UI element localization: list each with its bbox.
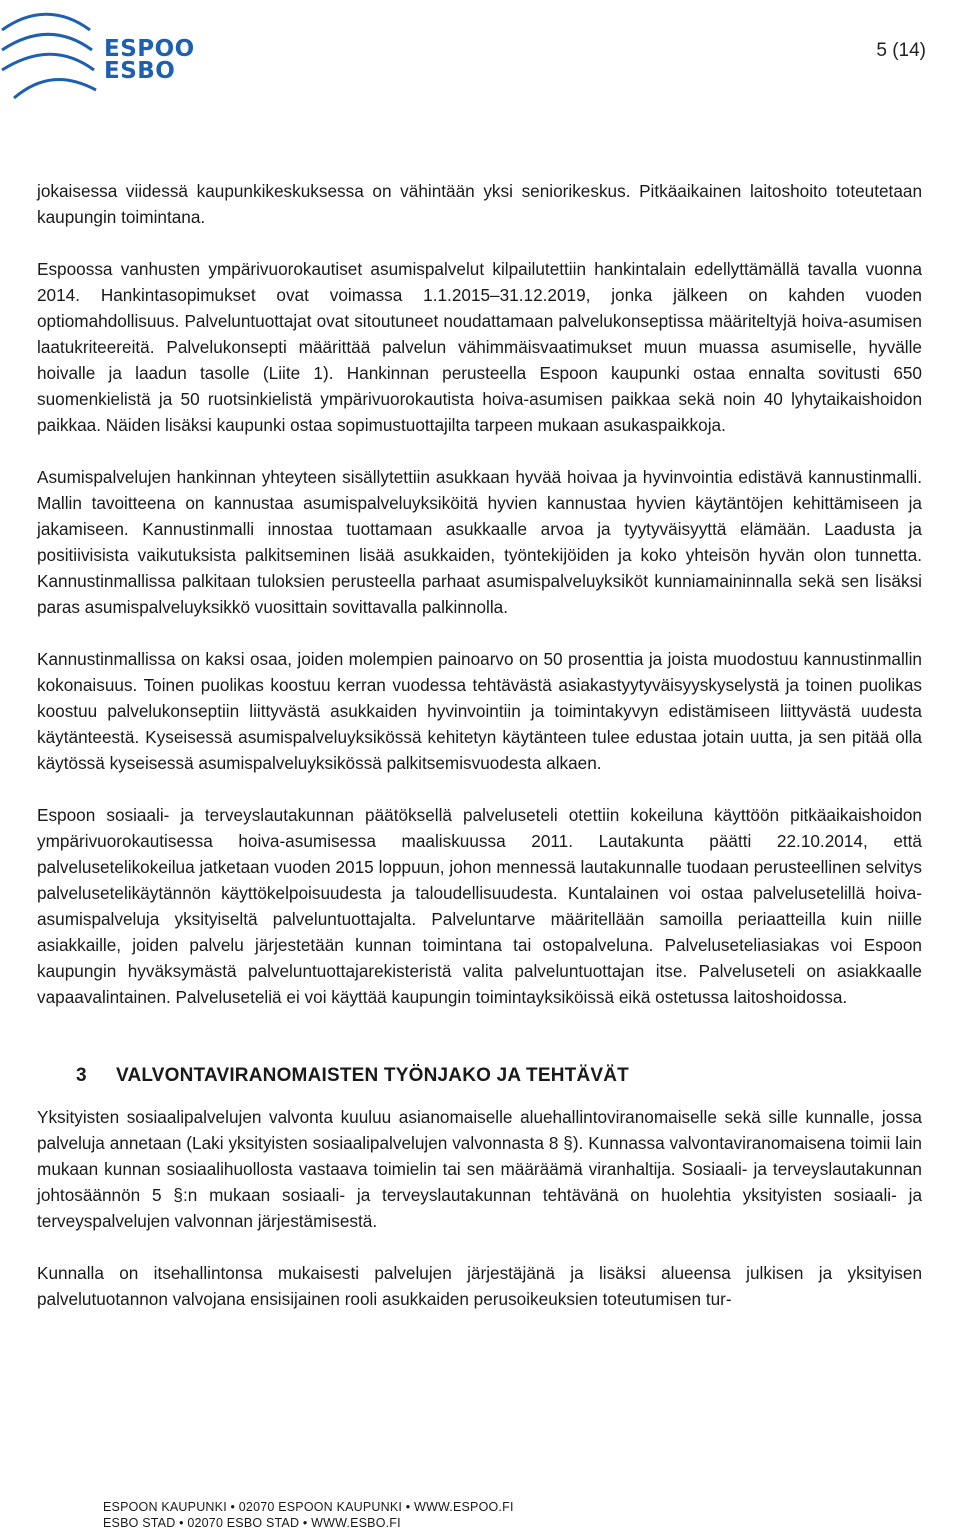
- footer-line: ESPOON KAUPUNKI • 02070 ESPOON KAUPUNKI • WWW.ESPOO.FI: [103, 1500, 514, 1514]
- document-body: [37, 178, 922, 1312]
- footer-line: ESBO STAD • 02070 ESBO STAD • WWW.ESBO.FI: [103, 1516, 401, 1530]
- page-footer: [103, 1499, 514, 1531]
- section-heading: [76, 1054, 922, 1098]
- paragraph: Espoossa vanhusten ympärivuorokautiset asumispalvelut kilpailutettiin hankintalain edellyttämällä tavalla vuonna 2014. Hankintasopimukset ovat voimassa 1.1.2015–31.12.2019, jonka jälkeen on kahden vuoden optiomahdollisuus. Palveluntuottajat ovat sitoutuneet noudattamaan palvelukonseptissa määriteltyjä hoiva-asumisen laatukriteereitä. Palvelukonsepti määrittää palvelun vähimmäisvaatimukset muun muassa asumiselle, hyvälle hoivalle ja laadun tasolle (Liite 1). Hankinnan perusteella Espoon kaupunki ostaa ennalta sovitusti 650 suomenkielistä ja 50 ruotsinkielistä ympärivuorokautista hoiva-asumisen paikkaa sekä noin 40 lyhytaikaishoidon paikkaa. Näiden lisäksi kaupunki ostaa sopimustuottajilta tarpeen mukaan asukaspaikkoja.: [37, 259, 922, 435]
- paragraph: Kunnalla on itsehallintonsa mukaisesti palvelujen järjestäjänä ja lisäksi alueensa julkisen ja yksityisen palvelutuotannon valvojana ensisijainen rooli asukkaiden perusoikeuksien toteutumisen tur-: [37, 1263, 922, 1309]
- paragraph: Asumispalvelujen hankinnan yhteyteen sisällytettiin asukkaan hyvää hoivaa ja hyvinvointia edistävä kannustinmalli. Mallin tavoitteena on kannustaa asumispalveluyksiköitä hyvien kannustaa hyvien käytäntöjen kehittämiseen ja jakamiseen. Kannustinmalli innostaa tuottamaan asukkaalle arvoa ja tyytyväisyyttä elämään. Laadusta ja positiivisista vaikutuksista palkitseminen lisää asukkaiden, työntekijöiden ja koko yhteisön hyvän olon tunnetta. Kannustinmallissa palkitaan tuloksien perusteella parhaat asumispalveluyksiköt kunniamaininnalla sekä sen lisäksi paras asumispalveluyksikkö vuosittain sovittavalla palkinnolla.: [37, 467, 922, 617]
- paragraph: Yksityisten sosiaalipalvelujen valvonta kuuluu asianomaiselle aluehallintoviranomaiselle sekä sille kunnalle, jossa palveluja annetaan (Laki yksityisten sosiaalipalvelujen valvonnasta 8 §). Kunnassa valvontaviranomaisena toimii lain mukaan kunnan sosiaalihuollosta vastaava toimielin tai sen määräämä viranhaltija. Sosiaali- ja terveyslautakunnan johtosäännön 5 §:n mukaan sosiaali- ja terveyslautakunnan tehtävänä on huolehtia yksityisten sosiaali- ja terveyspalvelujen valvonnan järjestämisestä.: [37, 1107, 922, 1231]
- paragraph: Espoon sosiaali- ja terveyslautakunnan päätöksellä palveluseteli otettiin kokeiluna käyttöön pitkäaikaishoidon ympärivuorokautisessa hoiva-asumisessa maaliskuussa 2011. Lautakunta päätti 22.10.2014, että palvelusetelikokeilua jatketaan vuoden 2015 loppuun, johon mennessä lautakunnalle tuodaan perusteellinen selvitys palvelusetelikäytännön käyttökelpoisuudesta ja taloudellisuudesta. Kuntalainen voi ostaa palvelusetelillä hoiva-asumispalveluja yksityiseltä palveluntuottajalta. Palveluntarve määritellään samoilla periaatteilla kuin niille asiakkaille, joiden palvelu järjestetään kunnan toimintana tai ostopalveluna. Palveluseteliasiakas voi Espoon kaupungin hyväksymästä palveluntuottajarekisteristä valita palveluntuottajan itse. Palveluseteli on asiakkaalle vapaavalintainen. Palveluseteliä ei voi käyttää kaupungin toimintayksiköissä eikä ostetussa laitoshoidossa.: [37, 805, 922, 1007]
- logo-wordmark: [104, 38, 195, 82]
- page-number: 5 (14): [876, 40, 926, 61]
- logo-wave-icon: [0, 0, 104, 104]
- paragraph: Kannustinmallissa on kaksi osaa, joiden molempien painoarvo on 50 prosenttia ja joista muodostuu kannustinmallin kokonaisuus. Toinen puolikas koostuu kerran vuodessa tehtävästä asiakastyytyväisyyskyselystä ja toinen puolikas koostuu palvelukonseptiin liittyvästä asukkaiden hyvinvointiin ja toimintakyvyn edistämiseen liittyvästä uudesta käytänteestä. Kyseisessä asumispalveluyksikössä kehitetyn käytänteen tulee edustaa jotain uutta, ja sen pitää olla käytössä kyseisessä asumispalveluyksikössä palkitsemisvuodesta alkaen.: [37, 649, 922, 773]
- section-title: VALVONTAVIRANOMAISTEN TYÖNJAKO JA TEHTÄVÄT: [116, 1065, 629, 1086]
- logo-line-espoo: ESPOO: [104, 36, 195, 62]
- espoo-logo: [0, 0, 200, 110]
- section-number: 3: [76, 1065, 87, 1086]
- paragraph: jokaisessa viidessä kaupunkikeskuksessa on vähintään yksi seniorikeskus. Pitkäaikainen laitoshoito toteutetaan kaupungin toimintana.: [37, 181, 922, 227]
- logo-line-esbo: ESBO: [104, 58, 176, 84]
